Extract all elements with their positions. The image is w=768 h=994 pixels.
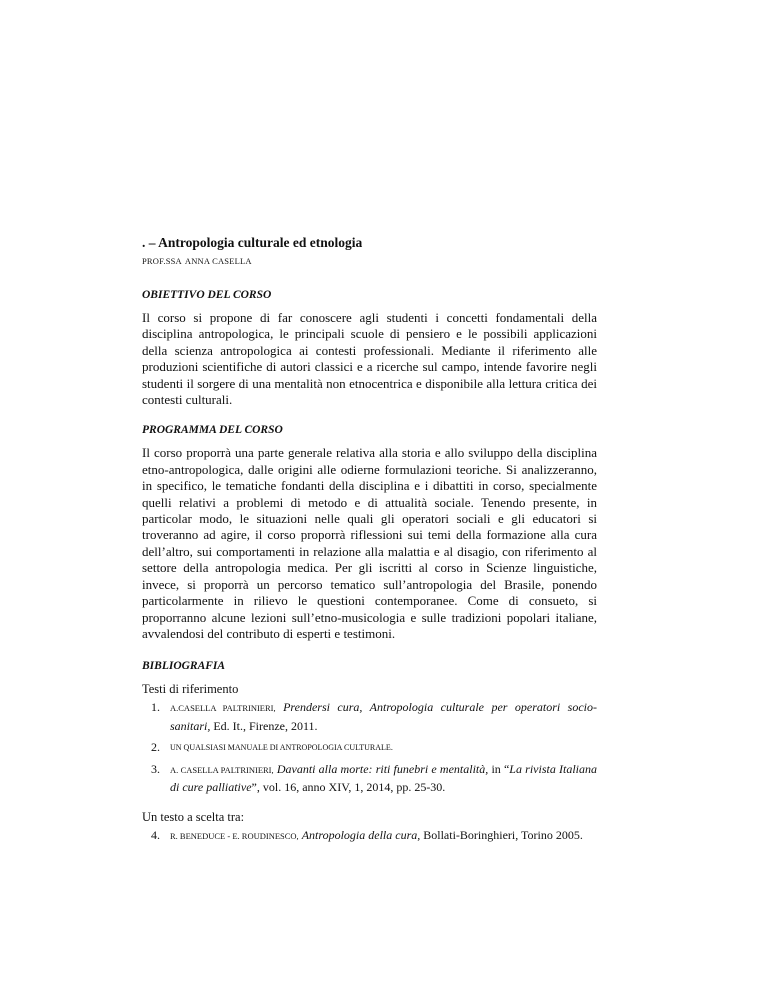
choice-intro: Un testo a scelta tra:	[142, 809, 245, 824]
list-number: 4.	[151, 827, 160, 842]
list-item	[142, 699, 597, 735]
author-name: ANNA CASELLA	[184, 256, 252, 266]
program-text: Il corso proporrà una parte generale relativa alla storia e allo sviluppo della disciplina etno-antropologica, dalle origini alle odierne formulazioni teoriche. Si analizzeranno, in specifico, le tematiche fondanti della disciplina e i dibattiti in corso, specialmente quelli relativi a problemi di metodo e di attualità sociale. Tenendo presente, in particolar modo, le situazioni nelle quali gli operatori sociali e gli educatori si troveranno ad agire, il corso proporrà riflessioni sui temi della formazione alla cura dell’altro, sui comportamenti in relazione alla malattia e al disagio, con riferimento al settore della antropologia medica. Per gli iscritti al corso in Scienze linguistiche, invece, si proporrà un percorso tematico sull’antropologia del Brasile, ponendo particolarmente in rilievo le questioni contemporanee. Come di consueto, si proporranno alcune lezioni sull’etno-musicologia e sulle tradizioni popolari italiane, avvalendosi del contributo di esperti e testimoni.	[142, 445, 597, 641]
list-item	[142, 761, 597, 797]
objectives-heading: OBIETTIVO DEL CORSO	[142, 289, 272, 301]
list-item	[142, 827, 597, 846]
list-number: 3.	[151, 761, 160, 776]
program-heading: PROGRAMMA DEL CORSO	[142, 424, 283, 437]
course-page	[142, 235, 597, 849]
ref-title: Prendersi cura, Antropologia culturale per operatori socio-sanitari,	[170, 700, 598, 733]
ref-title: Antropologia della cura,	[301, 827, 421, 842]
list-number: 1.	[151, 700, 160, 715]
ref-author: R. BENEDUCE - E. ROUDINESCO,	[170, 830, 299, 841]
author-prefix: PROF.SSA	[142, 256, 182, 266]
bibliography-heading: BIBLIOGRAFIA	[142, 660, 226, 673]
ref-publisher: Bollati-Boringhieri, Torino 2005.	[423, 827, 583, 842]
ref-journal: La rivista Italiana di cure palliative	[170, 761, 598, 795]
ref-author: A. CASELLA PALTRINIERI,	[170, 764, 274, 775]
list-item	[142, 739, 597, 757]
reference-intro: Testi di riferimento	[142, 682, 239, 697]
list-number: 2.	[151, 740, 160, 755]
ref-author: A.CASELLA PALTRINIERI,	[170, 703, 276, 714]
ref-details: ”, vol. 16, anno XIV, 1, 2014, pp. 25-30.	[251, 780, 446, 795]
course-title: . – Antropologia culturale ed etnologia	[142, 235, 363, 250]
choice-list	[142, 827, 597, 846]
ref-mid: in “	[491, 761, 510, 776]
ref-text: UN QUALSIASI MANUALE DI ANTROPOLOGIA CULTURALE.	[170, 743, 393, 753]
ref-publisher: Ed. It., Firenze, 2011.	[213, 718, 318, 733]
objectives-text: Il corso si propone di far conoscere agli studenti i concetti fondamentali della disciplina antropologica, le principali scuole di pensiero e le possibili applicazioni della scienza antropologica ai contesti professionali. Mediante il riferimento alle produzioni scientifiche di autori classici e a ricerche sul campo, intende favorire negli studenti il sorgere di una mentalità non etnocentrica e disponibile alla lettura critica dei contesti culturali.	[142, 310, 597, 408]
course-author	[142, 253, 597, 269]
reference-list	[142, 699, 597, 797]
ref-title: Davanti alla morte: riti funebri e mentalità,	[276, 761, 489, 776]
